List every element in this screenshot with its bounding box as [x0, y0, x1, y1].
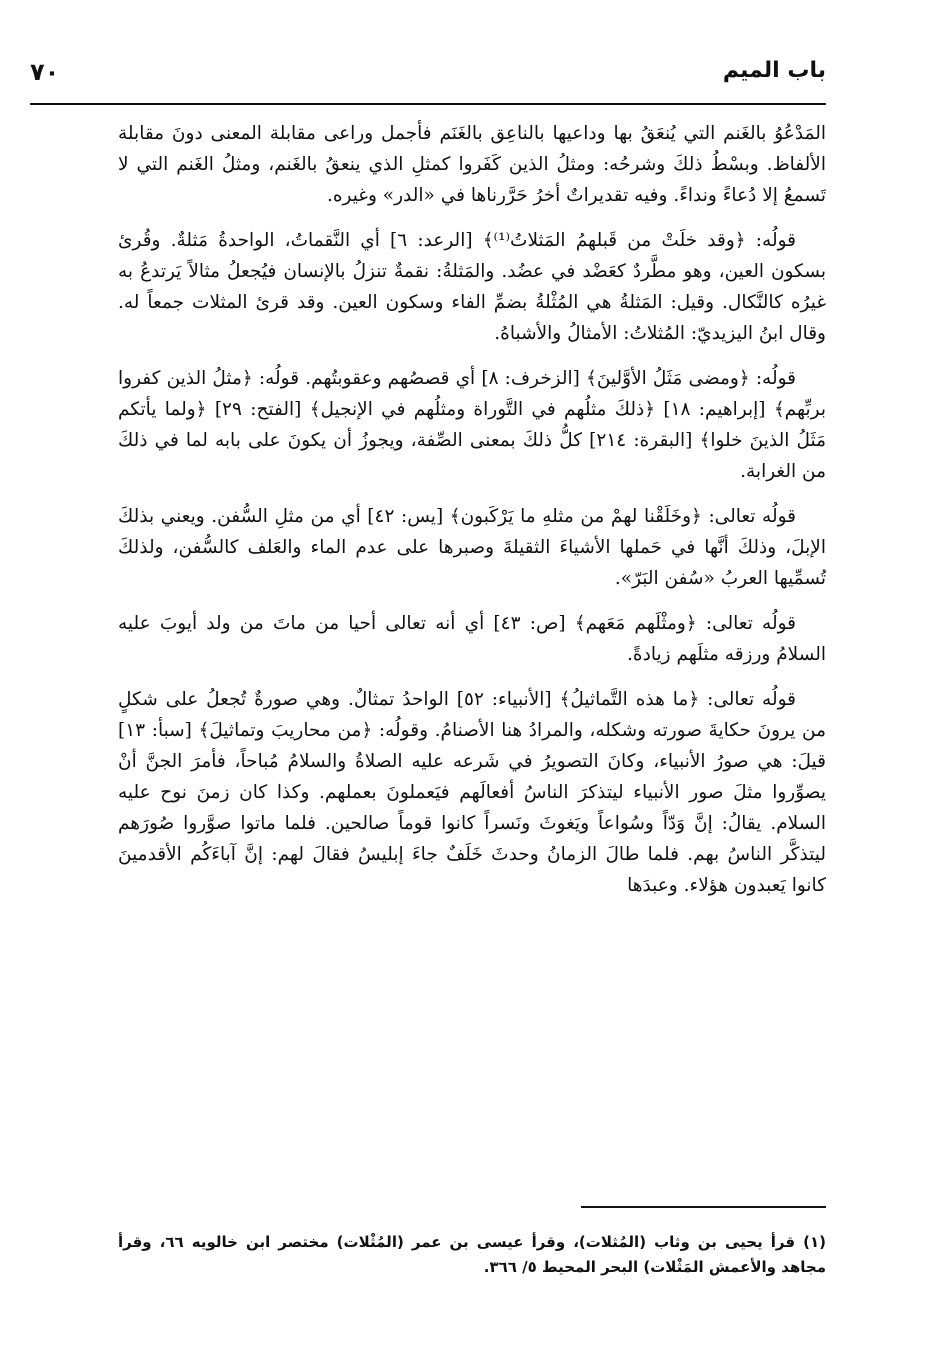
paragraph: قولُه تعالى: ﴿وخَلَقْنا لهمْ من مثلهِ ما يَرْكَبون﴾ [يس: ٤٢] أي من مثلِ السُّفن. ويعني بذلكَ الإبلَ، وذلكَ أنَّها في حَملها الأشياءَ الثقيلةَ وصبرها على عدم الماء والعَلف كالسُّفن، ولذلكَ تُسمِّيها العربُ «سُفن البَرّ».: [118, 506, 826, 589]
footnotes: [118, 1230, 826, 1280]
footnote-rule: [581, 1206, 826, 1208]
paragraph: قولُه: ﴿ومضى مَثَلُ الأوَّلينَ﴾ [الزخرف: ٨] أي قصصُهم وعقوبتُهم. قولُه: ﴿مثلُ الذين كفروا بربِّهم﴾ [إبراهيم: ١٨] ﴿ذلكَ مثلُهم في التَّوراة ومثلُهم في الإنجيل﴾ [الفتح: ٢٩] ﴿ولما يأتكم مَثَلُ الذينَ خلوا﴾ [البقرة: ٢١٤] كلُّ ذلكَ بمعنى الصِّفة، ويجوزُ أن يكونَ على بابه لما في ذلكَ من الغرابة.: [118, 368, 827, 482]
header-rule: [30, 103, 826, 105]
page-number: ٧٠: [30, 58, 60, 86]
paragraph: قولُه تعالى: ﴿ومثْلَهم مَعَهم﴾ [ص: ٤٣] أي أنه تعالى أحيا من ماتَ من ولد أيوبَ عليه السلامُ ورزقه مثلَهم زيادةً.: [118, 613, 826, 665]
paragraph: قولُه: ﴿وقد خلَتْ من قَبلهمُ المَثلاتُ⁽¹⁾﴾ [الرعد: ٦] أي النَّقماتُ، الواحدةُ مَثلةٌ. وقُرئ بسكون العين، وهو مطَّردٌ كعَضْد في عضُد. والمَثلةُ: نقمةٌ تنزلُ بالإنسان فيُجعلُ مثالاً يَرتدعُ به غيرُه كالنَّكال. وقيل: المَثلةُ هي المُثْلةُ بضمِّ الفاء وسكون العين. وقد قرئ المثلات جمعاً له. وقال ابنُ اليزيديّ: المُثلاتُ: الأمثالُ والأشباهُ.: [118, 230, 826, 344]
paragraph: المَدْعُوُ بالغَنم التي يُنعَقُ بها وداعيها بالناعِق بالغَنَم فأجمل وراعى مقابلة المعنى دونَ مقابلة الألفاظ. وبسْطُ ذلكَ وشرحُه: ومثلُ الذين كَفَروا كمثلِ الذي ينعقُ بالغَنم، ومثلُ الغَنم التي لا تَسمعُ إلا دُعاءً ونداءً. وفيه تقديراتٌ أخرُ حَرَّرناها في «الدر» وغيره.: [118, 123, 826, 206]
page-header: [30, 58, 826, 98]
body-text: [118, 118, 826, 915]
footnote: (١) قرأ يحيى بن وثاب (المُثلات)، وقرأ عيسى بن عمر (المُثْلات) مختصر ابن خالويه ٦٦، وقرأ مجاهد والأعمش المَثْلات) البحر المحيط ٥/ ٣٦٦.: [118, 1233, 826, 1276]
paragraph: قولُه تعالى: ﴿ما هذه التَّماثيلُ﴾ [الأنبياء: ٥٢] الواحدُ تمثالٌ. وهي صورةٌ تُجعلُ على شكلٍ من يرونَ حكايةَ صورته وشكله، والمرادُ هنا الأصنامُ. وقولُه: ﴿من محاريبَ وتماثيلَ﴾ [سبأ: ١٣] قيلَ: هي صورُ الأنبياء، وكانَ التصويرُ في شَرعه عليه الصلاةُ والسلامُ مُباحاً، فأمرَ الجنَّ أنْ يصوِّروا مثلَ صور الأنبياء ليتذكرَ الناسُ أفعالَهم فيَعملونَ بعملهم. وكذا كان زمنَ نوح عليه السلام. يقالُ: إنَّ وَدّاً وسُواعاً ويَغوثَ ونَسراً كانوا قوماً صالحين. فلما ماتوا صوَّروا صُورَهم ليتذكَّر الناسُ بهم. فلما طالَ الزمانُ وحدثَ خَلَفٌ جاءَ إبليسُ فقالَ لهم: إنَّ آباءَكُم الأقدمينَ كانوا يَعبدون هؤلاء. وعبدَها: [118, 689, 826, 896]
section-title: باب الميم: [722, 58, 826, 83]
